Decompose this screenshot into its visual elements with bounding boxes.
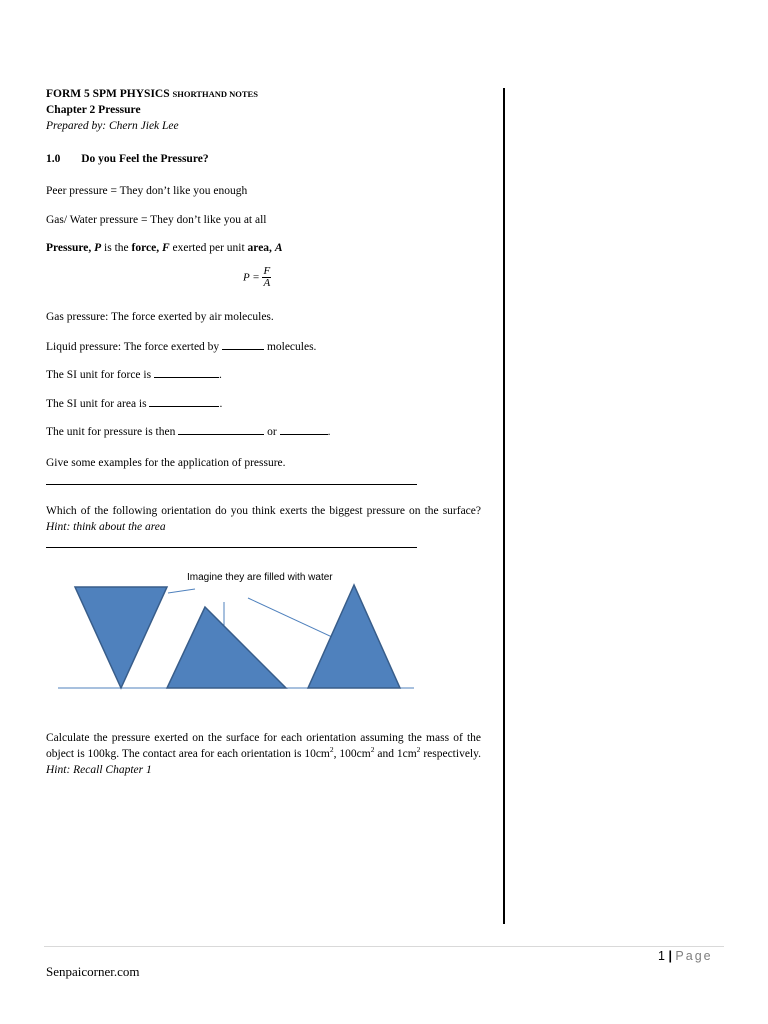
inverted-triangle	[75, 587, 167, 688]
diagram-callout: Imagine they are filled with water	[187, 572, 333, 583]
section-number: 1.0	[46, 153, 61, 165]
calculate-hint: Hint: Recall Chapter 1	[46, 764, 152, 776]
callout-pointer-3	[248, 598, 332, 637]
liquid-pressure-line: Liquid pressure: The force exerted by molecules.	[46, 338, 316, 355]
formula-denominator: A	[263, 277, 271, 289]
upright-triangle	[308, 585, 400, 688]
orientation-answer-line[interactable]	[46, 547, 417, 548]
page-number	[658, 949, 713, 963]
triangles-diagram	[50, 565, 420, 695]
def-a-symbol: A	[274, 242, 283, 254]
title-main: FORM 5 SPM PHYSICS	[46, 88, 170, 100]
examples-answer-line[interactable]	[46, 484, 417, 485]
footer-divider	[44, 946, 724, 947]
si-area-blank[interactable]	[149, 395, 219, 407]
section-heading	[46, 151, 209, 167]
gas-pressure-line: Gas pressure: The force exerted by air molecules.	[46, 311, 274, 323]
si-force-line: The SI unit for force is .	[46, 366, 222, 383]
title-small-caps: SHORTHAND NOTES	[172, 89, 258, 99]
peer-pressure-line: Peer pressure = They don’t like you enough	[46, 185, 248, 197]
pressure-definition: Pressure, P is the force, F exerted per unit area, A	[46, 242, 283, 254]
orientation-hint: Hint: think about the area	[46, 521, 166, 533]
page-number-value: 1	[658, 949, 665, 963]
callout-pointer-1	[168, 589, 195, 593]
page-word: Page	[675, 949, 713, 963]
margin-line	[503, 88, 505, 924]
si-area-line: The SI unit for area is .	[46, 395, 222, 412]
prepared-by: Prepared by: Chern Jiek Lee	[46, 120, 179, 132]
formula-numerator: F	[263, 265, 271, 277]
formula-fraction	[262, 266, 271, 289]
document-title	[46, 86, 258, 102]
gas-water-pressure-line: Gas/ Water pressure = They don’t like you at all	[46, 214, 267, 226]
right-triangle	[167, 607, 286, 688]
def-force-word: force,	[131, 242, 162, 254]
def-f-symbol: F	[161, 242, 170, 254]
chapter-title: Chapter 2 Pressure	[46, 104, 141, 116]
pressure-formula	[243, 266, 271, 289]
orientation-question: Which of the following orientation do you think exerts the biggest pressure on the surface? Hint: think about the area	[46, 505, 481, 533]
unit-pressure-blank-1[interactable]	[178, 423, 264, 435]
page-separator: |	[668, 949, 672, 963]
site-footer: Senpaicorner.com	[46, 964, 140, 979]
section-title: Do you Feel the Pressure?	[81, 153, 209, 165]
calculate-question: Calculate the pressure exerted on the surface for each orientation assuming the mass of the object is 100kg. The contact area for each orientation is $10cm^2$, $100cm^2$ and $1cm^2$ respectively. Hint: Recall Chapter 1	[46, 732, 482, 776]
def-area-word: area,	[247, 242, 275, 254]
examples-question: Give some examples for the application of pressure.	[46, 457, 286, 469]
def-p-symbol: P	[94, 242, 102, 254]
unit-pressure-line: The unit for pressure is then or .	[46, 423, 330, 440]
def-pressure-word: Pressure,	[46, 242, 95, 254]
unit-pressure-blank-2[interactable]	[280, 423, 328, 435]
liquid-blank[interactable]	[222, 338, 264, 350]
formula-lhs: P =	[243, 271, 260, 284]
si-force-blank[interactable]	[154, 366, 219, 378]
